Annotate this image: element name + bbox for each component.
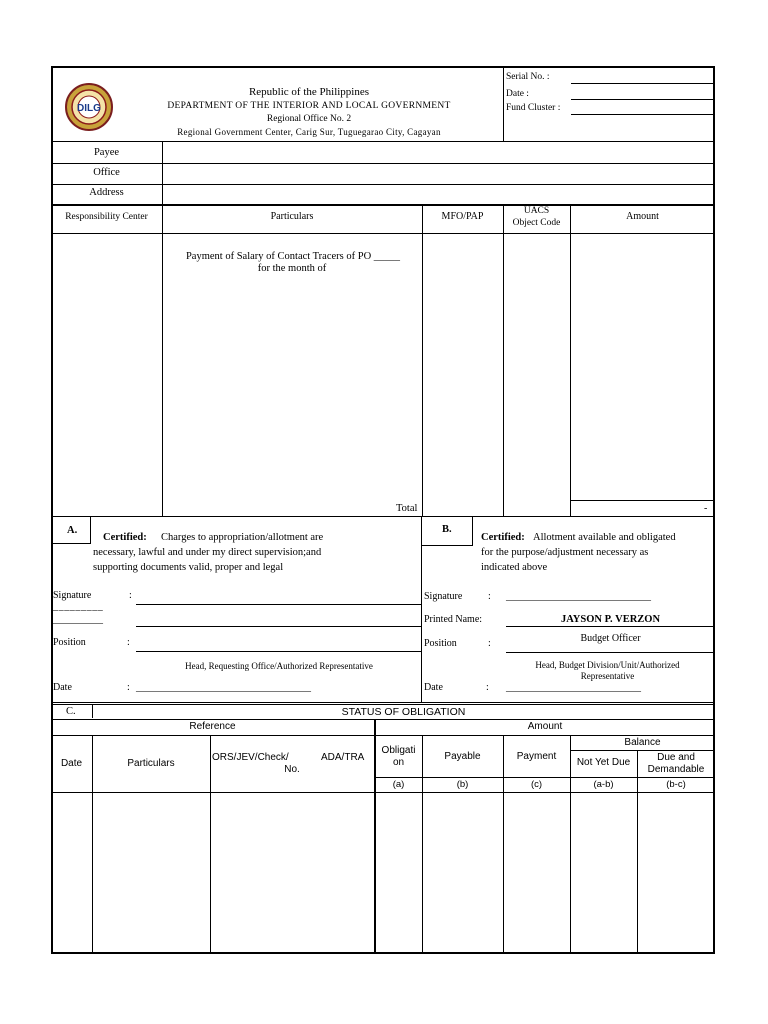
section-a-letter: A.	[67, 525, 78, 536]
col-c-payable: Payable	[444, 751, 481, 762]
col-c-date: Date	[60, 758, 83, 769]
section-a-signature-label: Signature	[53, 590, 92, 601]
col-c-due-2: Demandable	[647, 764, 705, 775]
section-b-signature-colon: :	[488, 591, 491, 602]
section-a-text-2: necessary, lawful and under my direct supervision;and	[93, 547, 322, 558]
section-c-letter: C.	[66, 706, 76, 717]
reference-label: Reference	[189, 721, 236, 732]
col-c-payment: Payment	[516, 751, 557, 762]
total-label: Total	[396, 503, 418, 514]
section-b-certified: Certified:	[481, 532, 525, 543]
section-a-dash-a: _________	[53, 601, 104, 612]
col-object-code: Object Code	[512, 218, 561, 228]
col-c-particulars: Particulars	[127, 758, 175, 769]
section-a-signature-field[interactable]	[136, 604, 422, 605]
col-amount: Amount	[626, 211, 659, 222]
balance-label: Balance	[624, 737, 661, 748]
republic-text: Republic of the Philippines	[248, 86, 370, 98]
code-a: (a)	[392, 779, 405, 790]
col-uacs: UACS	[523, 206, 550, 216]
section-b-position-value: Budget Officer	[580, 633, 641, 644]
dilg-logo-text: DILG	[77, 103, 101, 114]
section-a-position-label: Position	[53, 637, 86, 648]
section-a-printed-name-field[interactable]	[136, 626, 422, 627]
section-b-text-2: for the purpose/adjustment necessary as	[481, 547, 649, 558]
address-label: Address	[89, 187, 124, 198]
col-mfo-pap: MFO/PAP	[441, 211, 484, 222]
regional-office: Regional Office No. 2	[266, 114, 352, 124]
date-label: Date :	[506, 89, 529, 99]
office-field[interactable]	[163, 164, 714, 183]
serial-no-field[interactable]	[571, 83, 715, 84]
section-b-text-1: Allotment available and obligated	[533, 532, 676, 543]
section-c-title: STATUS OF OBLIGATION	[341, 706, 466, 718]
fund-cluster-field[interactable]	[571, 114, 715, 115]
code-bc: (b-c)	[666, 779, 686, 790]
col-c-ors-2: No.	[284, 764, 300, 775]
section-a-date-label: Date	[53, 682, 72, 693]
section-b-date-field[interactable]: ___________________________	[506, 682, 641, 693]
col-c-ors-1: ORS/JEV/Check/	[212, 752, 289, 763]
total-value: -	[704, 503, 708, 514]
section-b-printed-name: JAYSON P. VERZON	[560, 614, 661, 625]
fund-cluster-label: Fund Cluster :	[506, 103, 561, 113]
address-field[interactable]	[163, 185, 714, 203]
section-a-head-text: Head, Requesting Office/Authorized Representative	[185, 661, 373, 671]
code-c: (c)	[530, 779, 543, 790]
section-b-head-line-2: Representative	[580, 671, 635, 681]
particulars-line-2: for the month of	[257, 263, 327, 274]
date-field[interactable]	[571, 99, 715, 100]
section-a-dash-b: __________	[53, 614, 103, 625]
code-ab: (a-b)	[593, 779, 614, 790]
section-b-letter: B.	[442, 524, 452, 535]
col-c-not-yet-due: Not Yet Due	[576, 757, 631, 768]
section-a-signature-colon: :	[129, 590, 132, 601]
section-a-text-1: Charges to appropriation/allotment are	[161, 532, 324, 543]
code-b: (b)	[456, 779, 469, 790]
amount-label: Amount	[527, 721, 563, 732]
section-a-date-colon: :	[127, 682, 130, 693]
section-b-position-label: Position	[424, 638, 457, 649]
section-a-text-3: supporting documents valid, proper and legal	[93, 562, 284, 573]
department-name: DEPARTMENT OF THE INTERIOR AND LOCAL GOVERNMENT	[167, 101, 451, 111]
office-address: Regional Government Center, Carig Sur, Tuguegarao City, Cagayan	[177, 127, 441, 137]
particulars-line-1: Payment of Salary of Contact Tracers of PO _____	[185, 251, 401, 262]
col-c-obligation-2: on	[392, 757, 405, 768]
payee-field[interactable]	[163, 142, 714, 162]
section-b-printed-name-label: Printed Name:	[424, 614, 483, 625]
section-b-text-3: indicated above	[481, 562, 548, 573]
section-b-date-colon: :	[486, 682, 489, 693]
dilg-logo	[64, 82, 114, 132]
col-particulars: Particulars	[270, 211, 314, 222]
section-a-position-colon: :	[127, 637, 130, 648]
col-responsibility-center: Responsibility Center	[65, 212, 148, 222]
serial-no-label: Serial No. :	[506, 72, 550, 82]
col-c-due-1: Due and	[657, 752, 695, 763]
col-c-ada-tra: ADA/TRA	[321, 752, 365, 763]
section-a-date-field[interactable]: ___________________________________	[136, 682, 311, 693]
office-label: Office	[93, 167, 120, 178]
section-a-certified: Certified:	[103, 532, 147, 543]
section-b-date-label: Date	[424, 682, 443, 693]
section-b-signature-field[interactable]: _____________________________	[506, 591, 651, 602]
col-c-obligation-1: Obligati	[381, 745, 416, 756]
payee-label: Payee	[93, 147, 120, 158]
section-b-signature-label: Signature	[424, 591, 463, 602]
section-a-position-field[interactable]	[136, 651, 422, 652]
section-b-position-colon: :	[488, 638, 491, 649]
section-b-head-line-1: Head, Budget Division/Unit/Authorized	[535, 660, 680, 670]
